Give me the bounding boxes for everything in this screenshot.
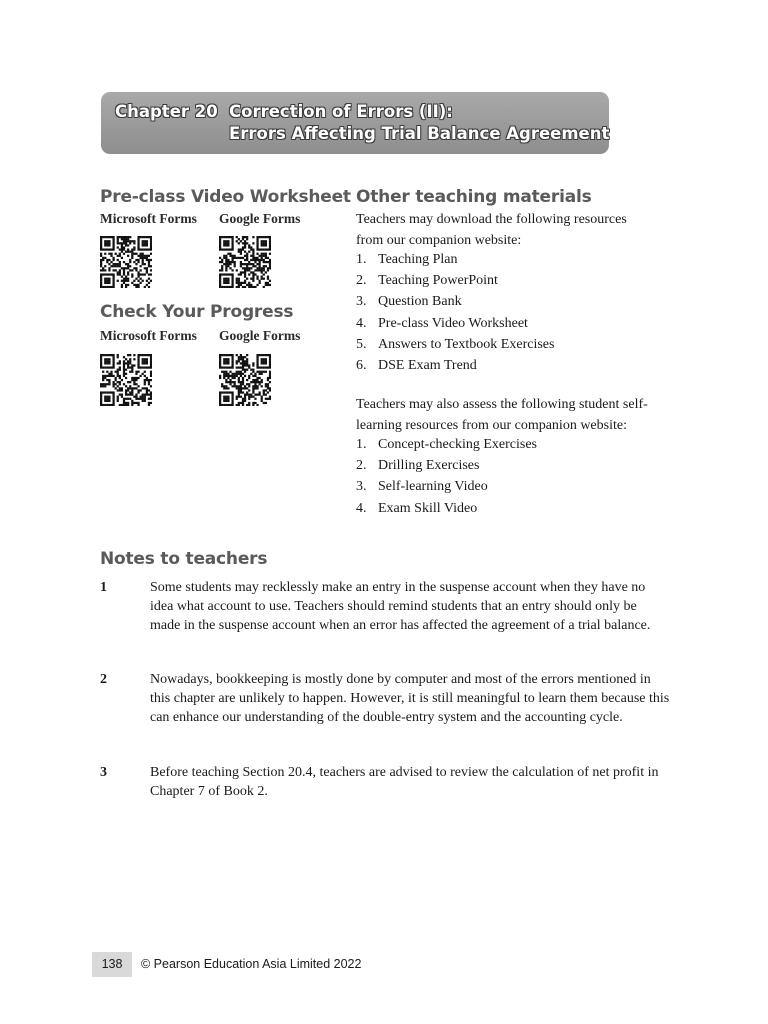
progress-google-qr-code[interactable] (219, 354, 271, 406)
self-learning-intro: Teachers may also assess the following student self-learning resources from our companion website: (356, 397, 648, 433)
preclass-google-label: Google Forms (219, 211, 301, 226)
note-text: Before teaching Section 20.4, teachers are advised to review the calculation of net profit in Chapter 7 of Book 2. (150, 765, 659, 799)
chapter-title-line1: Correction of Errors (II): (229, 102, 453, 121)
other-materials-heading: Other teaching materials (356, 187, 592, 207)
notes-heading: Notes to teachers (100, 549, 268, 569)
note-number: 3 (100, 765, 107, 780)
qr-code-icon (219, 236, 271, 288)
progress-microsoft-label: Microsoft Forms (100, 328, 197, 343)
preclass-heading: Pre-class Video Worksheet (100, 187, 351, 207)
chapter-banner (101, 92, 609, 154)
note-item (100, 578, 670, 654)
list-item[interactable]: 1. Teaching Plan (356, 252, 458, 267)
list-item[interactable]: 4. Exam Skill Video (356, 500, 478, 516)
list-item[interactable]: 3. Question Bank (356, 294, 462, 310)
progress-google-label: Google Forms (219, 328, 301, 343)
preclass-microsoft-qr-code[interactable] (100, 236, 152, 288)
qr-code-icon (100, 354, 152, 406)
list-item[interactable]: 1. Concept-checking Exercises (356, 437, 537, 452)
qr-code-icon (100, 236, 152, 288)
note-item (100, 763, 670, 801)
list-item[interactable]: 2. Drilling Exercises (356, 458, 480, 474)
note-text: Nowadays, bookkeeping is mostly done by computer and most of the errors mentioned in this chapter are unlikely to happen. However, it is still meaningful to learn them because this can enhance our understanding of the double-entry system and the accounting cycle. (150, 672, 670, 725)
list-item[interactable]: 5. Answers to Textbook Exercises (356, 336, 555, 352)
chapter-title-line2: Errors Affecting Trial Balance Agreement (229, 124, 610, 143)
other-materials-intro: Teachers may download the following resources from our companion website: (356, 212, 627, 248)
note-number: 2 (100, 672, 107, 687)
list-item[interactable]: 4. Pre-class Video Worksheet (356, 315, 528, 331)
note-text: Some students may recklessly make an entry in the suspense account when they have no idea what account to use. Teachers should remind students that an entry should only be made in the suspense account when an error has affected the agreement of a trial balance. (150, 580, 651, 633)
list-item[interactable]: 6. DSE Exam Trend (356, 357, 477, 373)
self-learning-resources-list (356, 434, 656, 519)
page-number: 138 (92, 952, 132, 977)
copyright-text: © Pearson Education Asia Limited 2022 (141, 957, 362, 971)
note-number: 1 (100, 580, 107, 595)
list-item[interactable]: 3. Self-learning Video (356, 479, 488, 495)
note-item (100, 670, 670, 746)
chapter-number: Chapter 20 (115, 102, 218, 121)
progress-microsoft-qr-code[interactable] (100, 354, 152, 406)
download-resources-list (356, 249, 656, 376)
preclass-microsoft-label: Microsoft Forms (100, 211, 197, 226)
list-item[interactable]: 2. Teaching PowerPoint (356, 273, 498, 289)
qr-code-icon (219, 354, 271, 406)
progress-heading: Check Your Progress (100, 302, 294, 322)
preclass-google-qr-code[interactable] (219, 236, 271, 288)
